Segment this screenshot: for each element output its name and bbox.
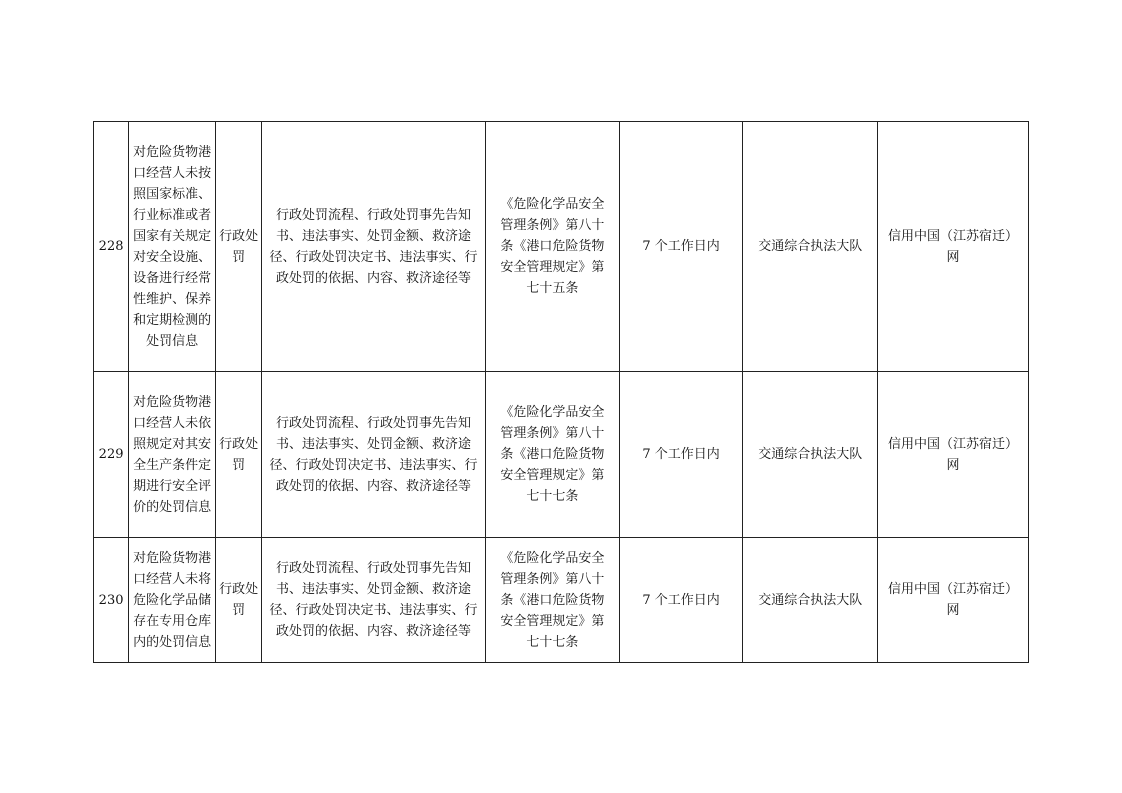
basis-text: 《危险化学品安全管理条例》第八十条《港口危险货物安全管理规定》第七十七条 — [500, 550, 605, 650]
content-cell — [261, 372, 485, 538]
time-limit-cell: 7 个工作日内 — [619, 122, 743, 372]
time-limit-cell: 7 个工作日内 — [619, 372, 743, 538]
basis-text: 《危险化学品安全管理条例》第八十条《港口危险货物安全管理规定》第七十七条 — [500, 405, 605, 504]
table-row — [94, 372, 1029, 538]
subject-cell: 交通综合执法大队 — [743, 538, 878, 663]
time-limit-cell: 7 个工作日内 — [619, 538, 743, 663]
channel-text: 信用中国（江苏宿迁）网 — [888, 436, 1019, 473]
basis-cell — [486, 538, 620, 663]
channel-text: 信用中国（江苏宿迁）网 — [888, 582, 1019, 618]
table-row — [94, 538, 1029, 663]
item-text: 对危险货物港口经营人未依照规定对其安全生产条件定期进行安全评价的处罚信息 — [133, 394, 212, 515]
basis-text: 《危险化学品安全管理条例》第八十条《港口危险货物安全管理规定》第七十五条 — [500, 197, 605, 296]
item-text: 对危险货物港口经营人未按照国家标准、行业标准或者国家有关规定对安全设施、设备进行经常性维护、保养和定期检测的处罚信息 — [133, 144, 212, 349]
content-text: 行政处罚流程、行政处罚事先告知书、违法事实、处罚金额、救济途径、行政处罚决定书、违法事实、行政处罚的依据、内容、救济途径等 — [269, 207, 478, 286]
disclosure-table — [93, 121, 1029, 663]
item-cell — [129, 122, 215, 372]
subject-cell: 交通综合执法大队 — [743, 122, 878, 372]
type-cell — [215, 122, 261, 372]
basis-cell — [486, 122, 620, 372]
type-text: 行政处罚 — [219, 436, 259, 473]
content-text: 行政处罚流程、行政处罚事先告知书、违法事实、处罚金额、救济途径、行政处罚决定书、违法事实、行政处罚的依据、内容、救济途径等 — [269, 415, 478, 494]
subject-cell: 交通综合执法大队 — [743, 372, 878, 538]
row-number: 230 — [94, 538, 129, 663]
channel-cell — [878, 122, 1029, 372]
item-cell — [129, 538, 215, 663]
type-cell — [215, 372, 261, 538]
type-cell — [215, 538, 261, 663]
basis-cell — [486, 372, 620, 538]
type-text: 行政处罚 — [219, 228, 259, 265]
channel-cell — [878, 372, 1029, 538]
row-number: 229 — [94, 372, 129, 538]
channel-cell — [878, 538, 1029, 663]
content-cell — [261, 122, 485, 372]
row-number: 228 — [94, 122, 129, 372]
item-text: 对危险货物港口经营人未将危险化学品储存在专用仓库内的处罚信息 — [133, 550, 212, 650]
content-cell — [261, 538, 485, 663]
channel-text: 信用中国（江苏宿迁）网 — [888, 228, 1019, 265]
type-text: 行政处罚 — [219, 582, 259, 618]
item-cell — [129, 372, 215, 538]
content-text: 行政处罚流程、行政处罚事先告知书、违法事实、处罚金额、救济途径、行政处罚决定书、违法事实、行政处罚的依据、内容、救济途径等 — [269, 561, 478, 639]
table-row — [94, 122, 1029, 372]
